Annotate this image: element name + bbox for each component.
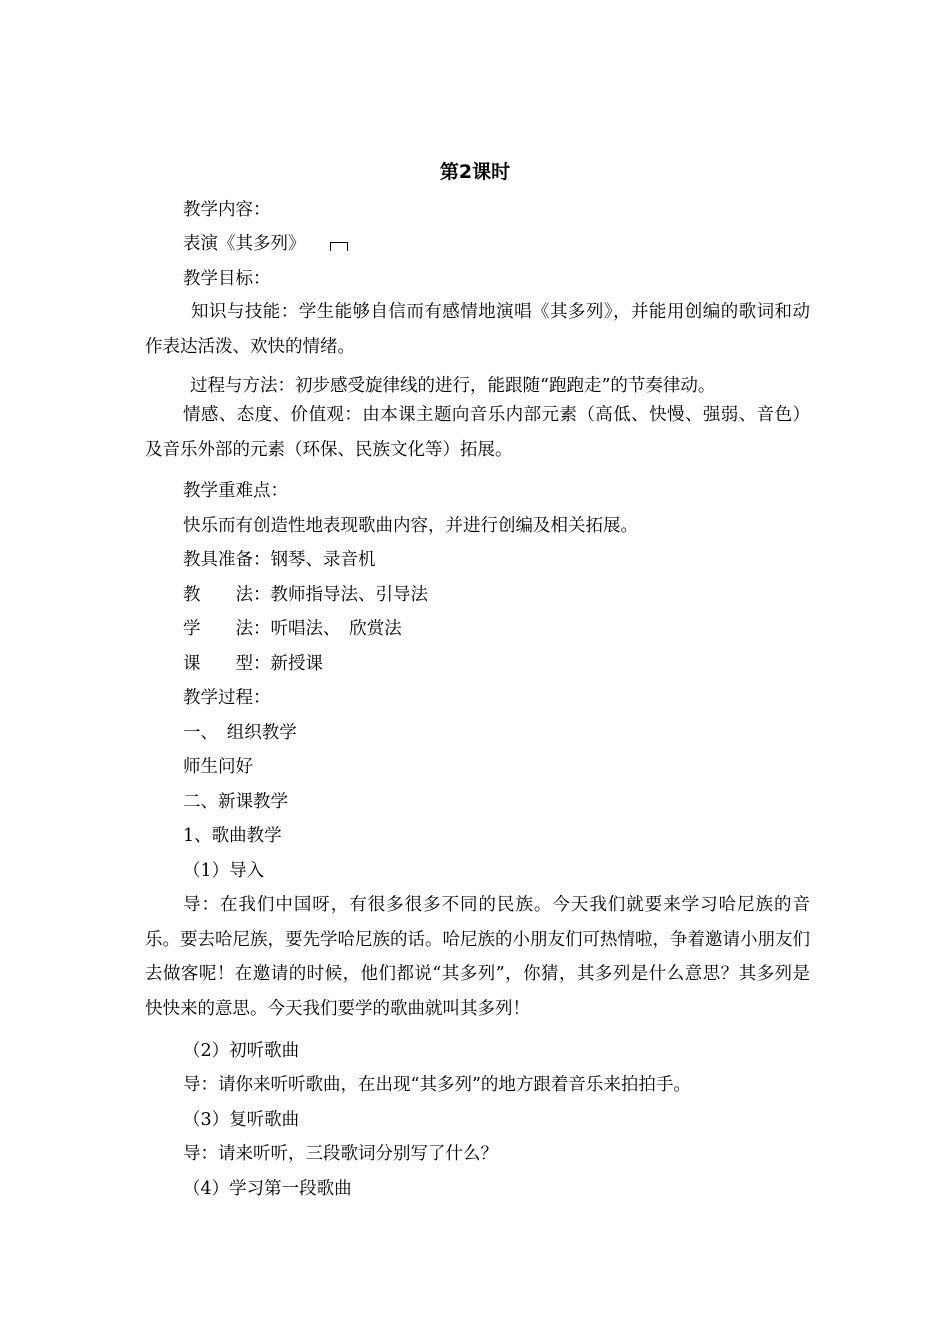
bracket-mark-icon	[330, 242, 348, 251]
keypoints-heading: 教学重难点：	[183, 481, 288, 501]
first-listen-text: 导：请你来听听歌曲，在出现“其多列”的地方跟着音乐来拍拍手。	[183, 1075, 691, 1095]
goal-knowledge-paragraph: 知识与技能：学生能够自信而有感情地演唱《其多列》，并能用创编的歌词和动作表达活泼、欢快的情绪。	[145, 302, 810, 357]
goal-process-line: 过程与方法：初步感受旋律线的进行，能跟随“跑跑走”的节奏律动。	[190, 376, 716, 396]
learning-method-line: 学 法：听唱法、 欣赏法	[183, 619, 402, 639]
content-heading: 教学内容：	[183, 200, 271, 220]
relisten-text: 导：请来听听，三段歌词分别写了什么？	[183, 1144, 498, 1164]
keypoints-text: 快乐而有创造性地表现歌曲内容，并进行创编及相关拓展。	[183, 516, 638, 536]
tools-line: 教具准备：钢琴、录音机	[183, 550, 376, 570]
section-organize: 一、 组织教学	[183, 723, 297, 743]
content-item: 表演《其多列》	[183, 234, 306, 254]
intro-paragraph: 导：在我们中国呀，有很多很多不同的民族。今天我们就要来学习哈尼族的音乐。要去哈尼族，要先学哈尼族的话。哈尼族的小朋友们可热情啦，争着邀请小朋友们去做客呢！在邀请的时候，他们都说“其多列”，你猜，其多列是什么意思？其多列是快快来的意思。今天我们要学的歌曲就叫其多列！	[145, 895, 810, 1019]
step-learn-first-verse: （4）学习第一段歌曲	[183, 1179, 352, 1199]
goal-values-paragraph: 情感、态度、价值观：由本课主题向音乐内部元素（高低、快慢、强弱、音色）及音乐外部的元素（环保、民族文化等）拓展。	[145, 405, 810, 460]
step-intro: （1）导入	[183, 861, 265, 881]
process-heading: 教学过程：	[183, 688, 271, 708]
step-relisten: （3）复听歌曲	[183, 1110, 300, 1130]
section-new-lesson: 二、新课教学	[183, 792, 288, 812]
lesson-type-line: 课 型：新授课	[183, 654, 323, 674]
teaching-method-line: 教 法：教师指导法、引导法	[183, 585, 428, 605]
lesson-title: 第2课时	[439, 161, 511, 183]
goals-heading: 教学目标：	[183, 269, 271, 289]
step-first-listen: （2）初听歌曲	[183, 1041, 300, 1061]
greeting-line: 师生问好	[183, 757, 253, 777]
song-teaching-heading: 1、歌曲教学	[183, 826, 282, 846]
content-item-row	[183, 231, 348, 257]
